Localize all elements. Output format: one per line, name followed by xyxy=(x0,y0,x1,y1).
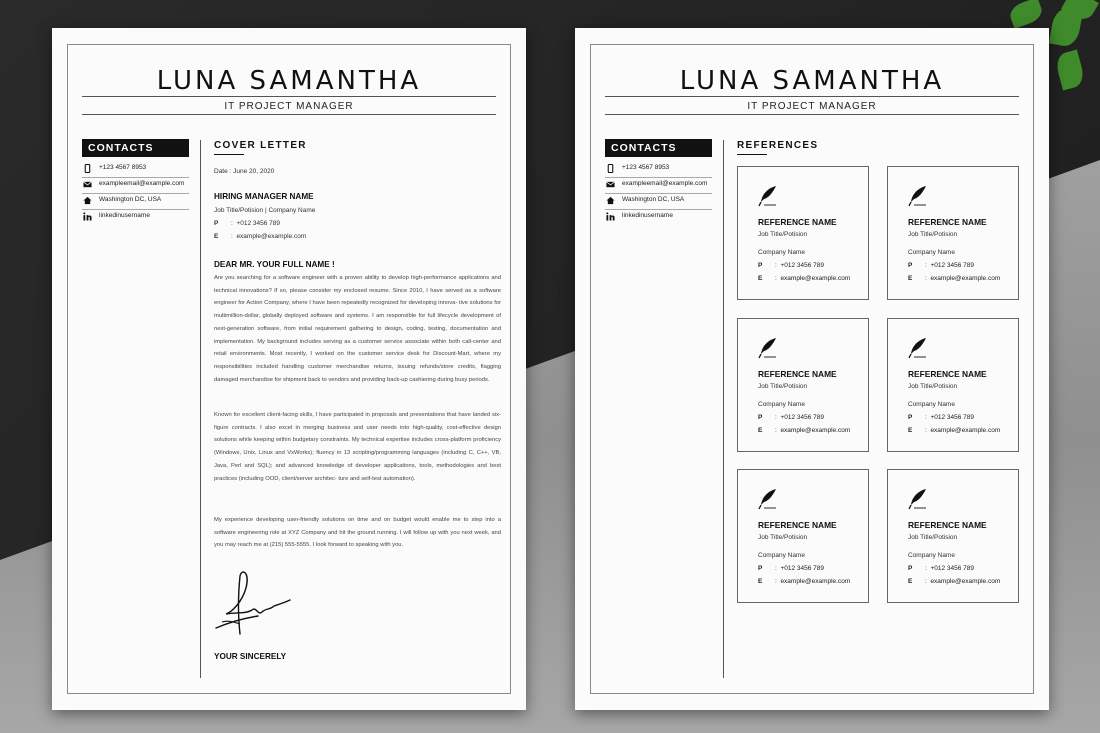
resume-name: LUNA SAMANTHA xyxy=(679,66,945,96)
quill-icon xyxy=(908,185,928,207)
reference-name: REFERENCE NAME xyxy=(758,369,837,379)
reference-name: REFERENCE NAME xyxy=(758,520,837,530)
contact-linkedin xyxy=(605,210,712,225)
linkedin-icon xyxy=(606,212,615,221)
contact-phone xyxy=(605,162,712,178)
contact-email xyxy=(82,178,189,194)
contact-email-text: exampleemail@example.com xyxy=(99,180,185,187)
reference-email: E : example@example.com xyxy=(908,275,1001,282)
reference-card xyxy=(887,166,1019,300)
divider xyxy=(605,114,1019,115)
reference-job-title: Job Title/Potision xyxy=(758,534,808,541)
divider xyxy=(605,96,1019,97)
contact-linkedin xyxy=(82,210,189,225)
contact-email-text: exampleemail@example.com xyxy=(622,180,708,187)
quill-icon xyxy=(758,337,778,359)
mail-icon xyxy=(83,180,92,189)
home-icon xyxy=(83,196,92,205)
reference-email: E : example@example.com xyxy=(758,578,851,585)
recipient-phone xyxy=(214,220,280,227)
reference-phone: P : +012 3456 789 xyxy=(908,262,974,269)
reference-company: Company Name xyxy=(908,401,955,408)
mail-icon xyxy=(606,180,615,189)
reference-company: Company Name xyxy=(758,249,805,256)
reference-company: Company Name xyxy=(908,249,955,256)
reference-email: E : example@example.com xyxy=(908,427,1001,434)
salutation: DEAR MR. YOUR FULL NAME ! xyxy=(214,260,335,269)
reference-card xyxy=(737,318,869,452)
reference-company: Company Name xyxy=(908,552,955,559)
reference-card xyxy=(737,166,869,300)
resume-role: IT PROJECT MANAGER xyxy=(747,101,877,112)
reference-card xyxy=(737,469,869,603)
contact-address-text: Washington DC, USA xyxy=(99,196,162,203)
contact-address xyxy=(82,194,189,210)
divider xyxy=(82,114,496,115)
reference-card xyxy=(887,469,1019,603)
contact-linkedin-text: linkedinusername xyxy=(99,212,150,219)
reference-phone: P : +012 3456 789 xyxy=(908,414,974,421)
reference-job-title: Job Title/Potision xyxy=(758,231,808,238)
contact-phone xyxy=(82,162,189,178)
reference-email: E : example@example.com xyxy=(908,578,1001,585)
reference-name: REFERENCE NAME xyxy=(908,217,987,227)
reference-phone: P : +012 3456 789 xyxy=(908,565,974,572)
contact-address xyxy=(605,194,712,210)
home-icon xyxy=(606,196,615,205)
recipient-title: Job Title/Potision | Company Name xyxy=(214,207,316,214)
reference-card xyxy=(887,318,1019,452)
cover-letter-title: COVER LETTER xyxy=(214,140,307,151)
quill-icon xyxy=(758,488,778,510)
letter-date: Date : June 20, 2020 xyxy=(214,168,275,175)
divider xyxy=(82,96,496,97)
recipient-email xyxy=(214,233,306,240)
linkedin-icon xyxy=(83,212,92,221)
reference-phone: P : +012 3456 789 xyxy=(758,414,824,421)
phone-separator: : xyxy=(231,220,233,227)
contact-phone-text: +123 4567 8953 xyxy=(99,164,147,171)
cover-letter-page xyxy=(52,28,526,710)
quill-icon xyxy=(758,185,778,207)
contact-linkedin-text: linkedinusername xyxy=(622,212,673,219)
reference-name: REFERENCE NAME xyxy=(908,520,987,530)
reference-email: E : example@example.com xyxy=(758,275,851,282)
quill-icon xyxy=(908,337,928,359)
reference-name: REFERENCE NAME xyxy=(908,369,987,379)
reference-job-title: Job Title/Potision xyxy=(758,383,808,390)
reference-phone: P : +012 3456 789 xyxy=(758,262,824,269)
letter-paragraph-1: Are you searching for a software engineer with a proven ability to develop high-performance applications and technical innovations? If so, please consider my enclosed resume. Since 2010, I have served as a software engineer for Action Company, where I have been repeatedly recognized for developing innova- tive solutions for multimillion-dollar, globally deployed software and systems. I am responsible for full lifecycle development of next-generation software, from initial requirement gathering to design, coding, testing, documentation and implementation. My background includes serving as a customer service associate within both call-center and retail environments. Most recently, I worked on the customer service desk for Discount-Mart, where my responsibilities included handling customer merchandise returns, issuing refunds/store credits, flagging damaged merchandise for shipment back to vendors and providing back-up cashiering during busy periods. xyxy=(214,275,501,383)
phone-icon xyxy=(83,164,92,173)
email-label: E xyxy=(214,233,219,240)
resume-name: LUNA SAMANTHA xyxy=(156,66,422,96)
contact-phone-text: +123 4567 8953 xyxy=(622,164,670,171)
contacts-heading: CONTACTS xyxy=(82,139,189,157)
reference-email: E : example@example.com xyxy=(758,427,851,434)
title-underline xyxy=(214,154,244,155)
letter-paragraph-3: My experience developing user-friendly solutions on time and on budget would enable me to step into a software engineering role at XYZ Company and hit the ground running. I will follow up with you next week, and you may reach me at (215) 555-5555. I look forward to speaking with you. xyxy=(214,517,501,549)
phone-icon xyxy=(606,164,615,173)
title-underline xyxy=(737,154,767,155)
references-page xyxy=(575,28,1049,710)
letter-paragraph-2: Known for excellent client-facing skills, I have participated in proposals and presentations that have landed six-figure contracts. I also excel in merging business and user needs into high-quality, cost-effective design solutions while keeping within budgetary constraints. My technical expertise includes cross-platform proficiency (Windows, Unix, Linux and VxWorks); fluency in 13 scripting/programming languages (including C, C++, VB, Java, Perl and SQL); and advanced knowledge of developer applications, tools, methodologies and best practices (including OOD, client/server architec- ture and self-test automation). xyxy=(214,412,501,482)
phone-label: P xyxy=(214,220,219,227)
column-divider xyxy=(723,140,724,678)
quill-icon xyxy=(908,488,928,510)
references-title: REFERENCES xyxy=(737,140,819,151)
reference-company: Company Name xyxy=(758,552,805,559)
reference-phone: P : +012 3456 789 xyxy=(758,565,824,572)
reference-job-title: Job Title/Potision xyxy=(908,231,958,238)
reference-company: Company Name xyxy=(758,401,805,408)
contacts-heading: CONTACTS xyxy=(605,139,712,157)
closing: YOUR SINCERELY xyxy=(214,652,287,661)
contact-address-text: Washington DC, USA xyxy=(622,196,685,203)
phone-value: +012 3456 789 xyxy=(236,220,280,227)
contact-email xyxy=(605,178,712,194)
email-value: example@example.com xyxy=(236,233,307,240)
email-separator: : xyxy=(231,233,233,240)
column-divider xyxy=(200,140,201,678)
reference-name: REFERENCE NAME xyxy=(758,217,837,227)
recipient-name: HIRING MANAGER NAME xyxy=(214,192,314,201)
resume-role: IT PROJECT MANAGER xyxy=(224,101,354,112)
reference-job-title: Job Title/Potision xyxy=(908,383,958,390)
signature-image xyxy=(212,566,292,646)
reference-job-title: Job Title/Potision xyxy=(908,534,958,541)
